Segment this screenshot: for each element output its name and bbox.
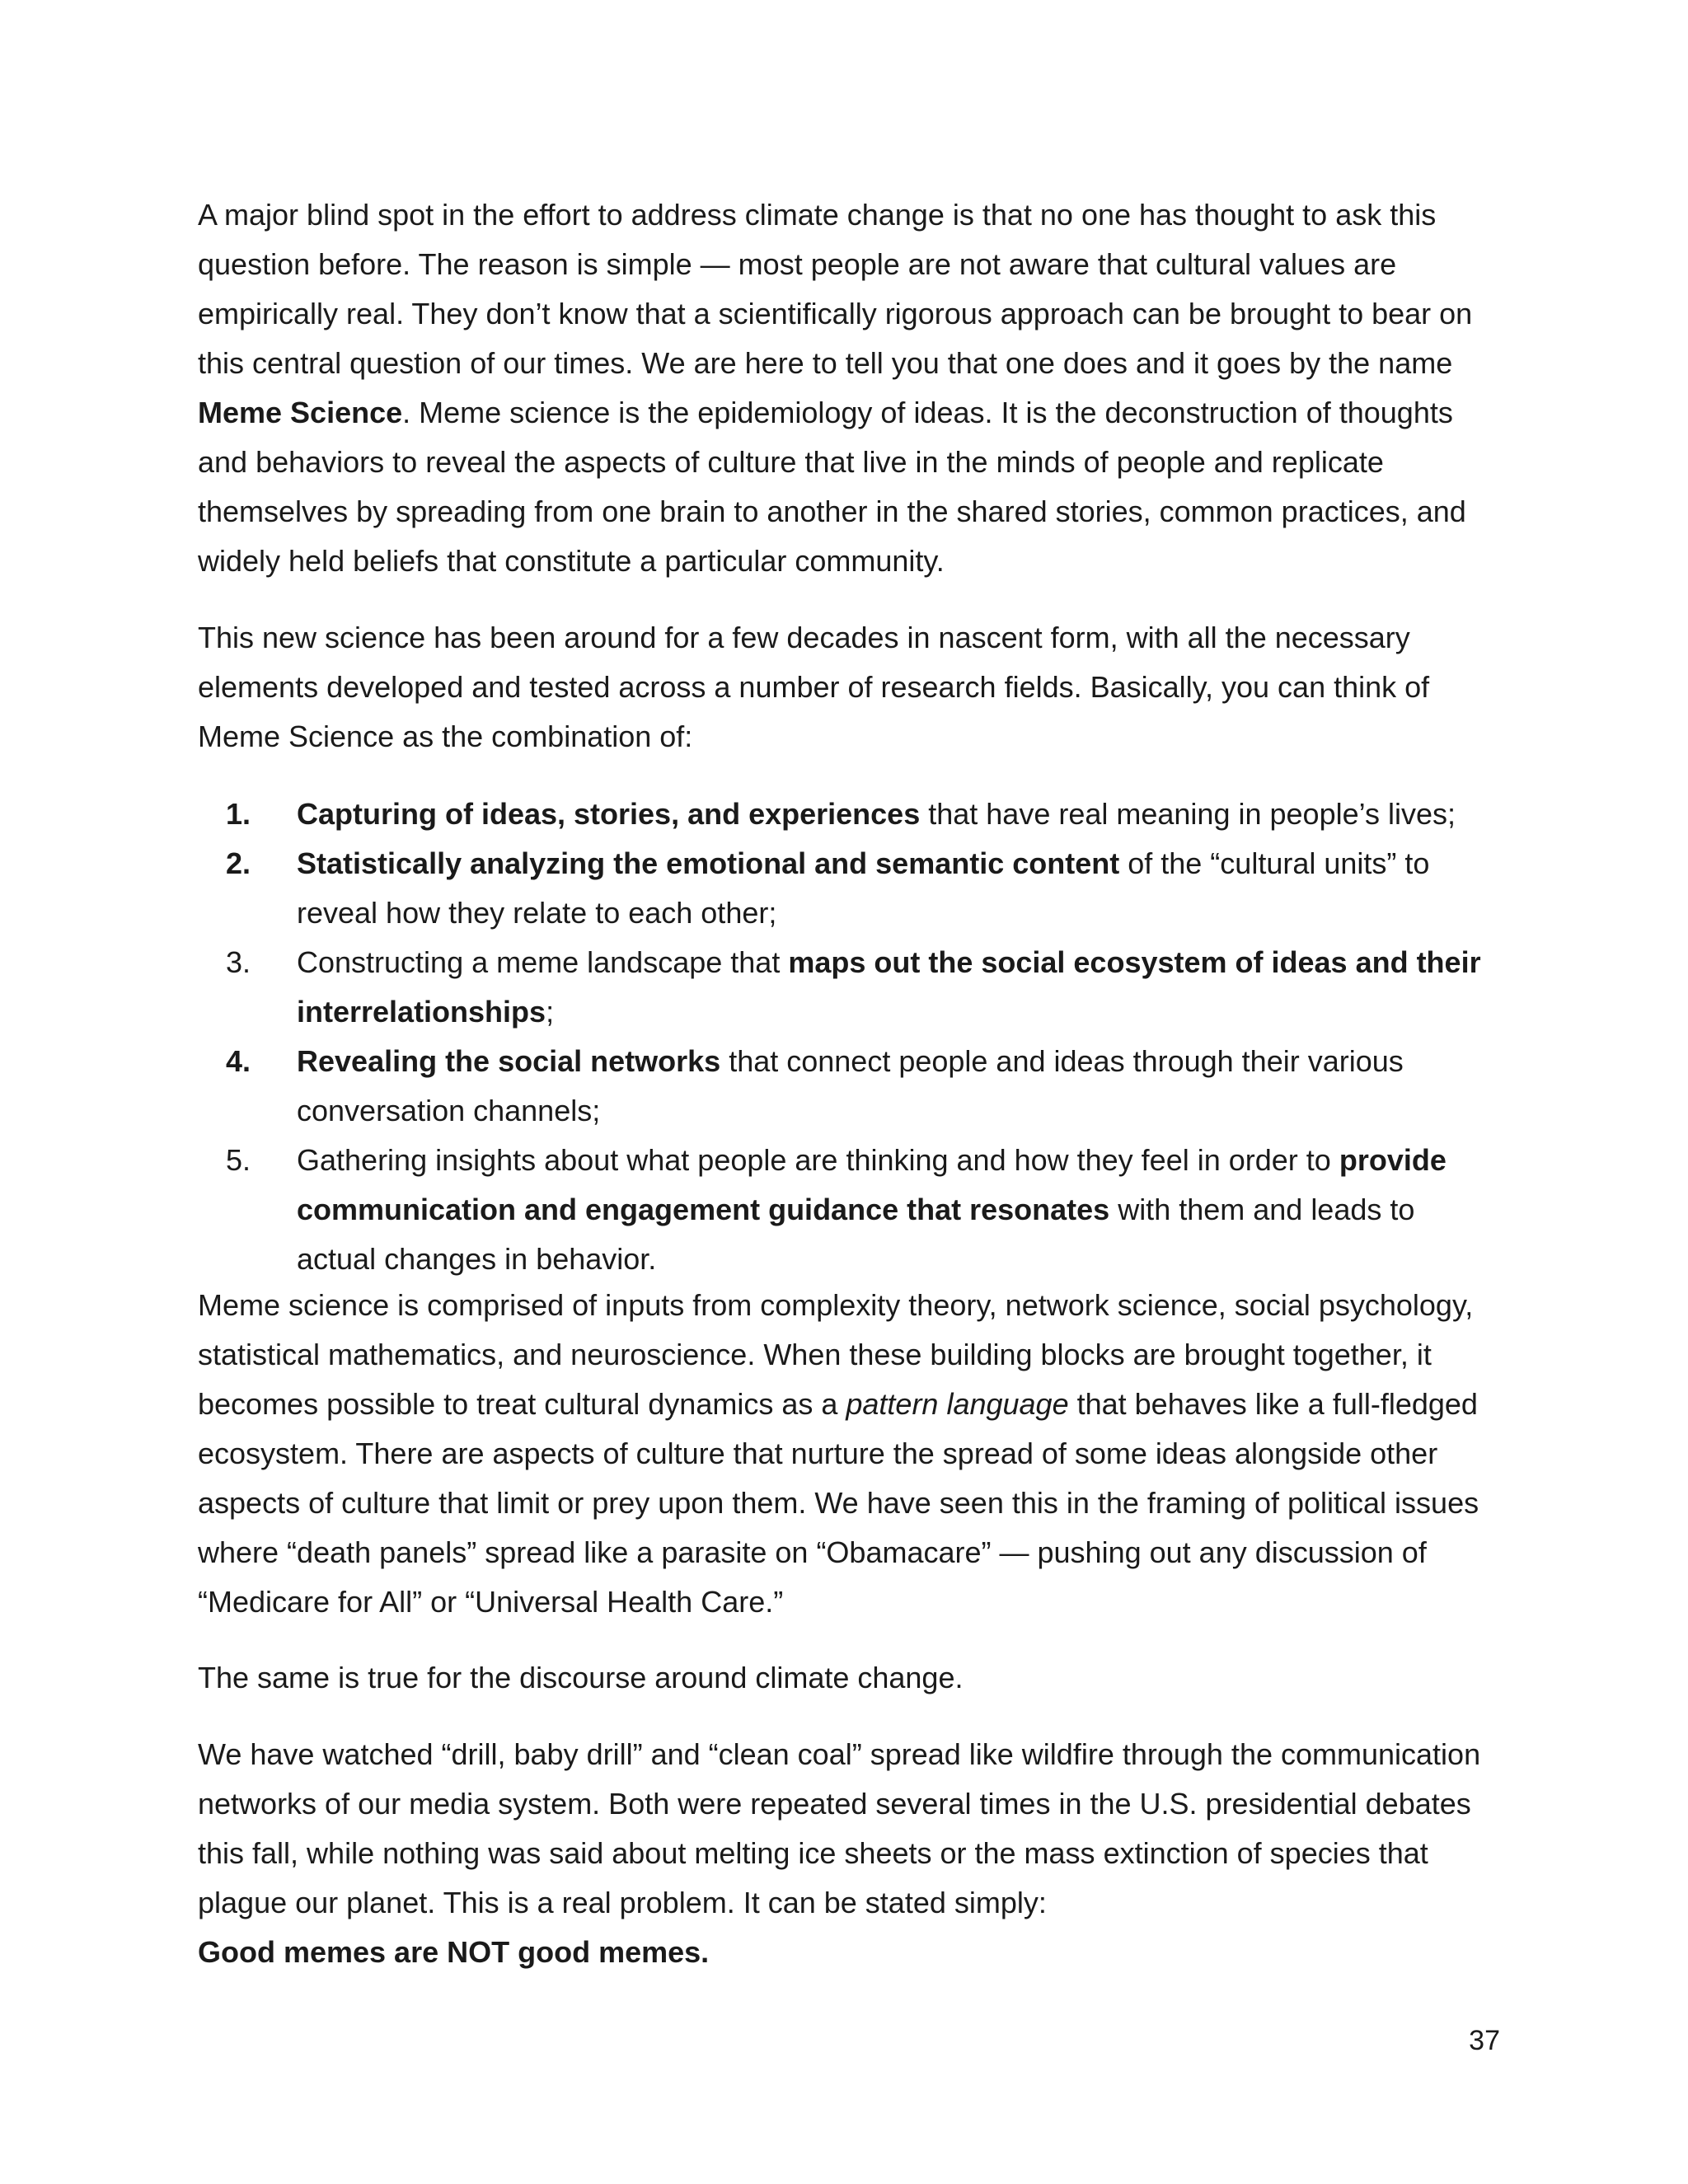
list-item-bold-text: Statistically analyzing the emotional and semantic content bbox=[297, 846, 1120, 880]
list-item-text: ; bbox=[546, 995, 555, 1029]
list-item bbox=[198, 790, 1500, 839]
document-page bbox=[198, 0, 1500, 2184]
paragraph-climate-discourse: The same is true for the discourse around climate change. bbox=[198, 1661, 964, 1694]
paragraph-text: Meme science is comprised of inputs from complexity theory, network science, social psychology, statistical mathematics, and neuroscience. When these building blocks are brought together, it becomes possible to treat cultural dynamics as a bbox=[198, 1288, 1474, 1421]
paragraph-meme-science-intro bbox=[198, 190, 1500, 586]
list-item-bold-text: Revealing the social networks bbox=[297, 1044, 721, 1078]
list-item bbox=[198, 938, 1500, 1037]
bold-statement: Good memes are NOT good memes. bbox=[198, 1935, 710, 1969]
list-item-text: of the “cultural units” to reveal how they relate to each other; bbox=[297, 846, 1430, 930]
paragraph-text: We have watched “drill, baby drill” and “clean coal” spread like wildfire through the communication networks of our media system. Both were repeated several times in the U.S. presidential debates this fall, while nothing was said about melting ice sheets or the mass extinction of species that plague our planet. This is a real problem. It can be stated simply: bbox=[198, 1737, 1481, 1919]
list-item-text: that have real meaning in people’s lives; bbox=[920, 797, 1456, 831]
list-item-text: Gathering insights about what people are thinking and how they feel in order to bbox=[297, 1143, 1339, 1177]
paragraph-text: . Meme science is the epidemiology of ideas. It is the deconstruction of thoughts and behaviors to reveal the aspects of culture that live in the minds of people and replicate themselves by spreading from one brain to another in the shared stories, common practices, and widely held beliefs that constitute a particular community. bbox=[198, 396, 1466, 578]
bold-term-meme-science: Meme Science bbox=[198, 396, 403, 429]
italic-term-pattern-language: pattern language bbox=[846, 1387, 1069, 1421]
list-item-bold-text: provide communication and engagement guidance that resonates bbox=[297, 1143, 1447, 1226]
meme-science-components-list bbox=[198, 790, 1500, 1284]
paragraph-drill-baby-drill bbox=[198, 1730, 1500, 1977]
paragraph-text: A major blind spot in the effort to address climate change is that no one has thought to ask this question before. The reason is simple — most people are not aware that cultural values are empirically real. They don’t know that a scientifically rigorous approach can be brought to bear on this central question of our times. We are here to tell you that one does and it goes by the name bbox=[198, 198, 1473, 380]
list-number: 3. bbox=[226, 945, 251, 979]
list-item bbox=[198, 1037, 1500, 1136]
paragraph-text: that behaves like a full-fledged ecosystem. There are aspects of culture that nurture the spread of some ideas alongside other aspects of culture that limit or prey upon them. We have seen this in the framing of political issues where “death panels” spread like a parasite on “Obamacare” — pushing out any discussion of “Medicare for All” or “Universal Health Care.” bbox=[198, 1387, 1479, 1619]
list-item-bold-text: Capturing of ideas, stories, and experiences bbox=[297, 797, 921, 831]
list-number: 2. bbox=[226, 846, 251, 880]
page-number: 37 bbox=[1469, 2025, 1500, 2056]
list-item bbox=[198, 1136, 1500, 1284]
list-item bbox=[198, 839, 1500, 938]
list-item-bold-text: maps out the social ecosystem of ideas and their interrelationships bbox=[297, 945, 1481, 1029]
list-number: 4. bbox=[226, 1044, 251, 1078]
list-number: 5. bbox=[226, 1143, 251, 1177]
list-number: 1. bbox=[226, 797, 251, 831]
list-item-text: Constructing a meme landscape that bbox=[297, 945, 789, 979]
list-item-text: that connect people and ideas through their various conversation channels; bbox=[297, 1044, 1404, 1127]
paragraph-meme-science-inputs bbox=[198, 1281, 1500, 1627]
list-item-text: with them and leads to actual changes in behavior. bbox=[297, 1193, 1415, 1276]
paragraph-new-science: This new science has been around for a few decades in nascent form, with all the necessary elements developed and tested across a number of research fields. Basically, you can think of Meme Science as the combination of: bbox=[198, 621, 1430, 753]
